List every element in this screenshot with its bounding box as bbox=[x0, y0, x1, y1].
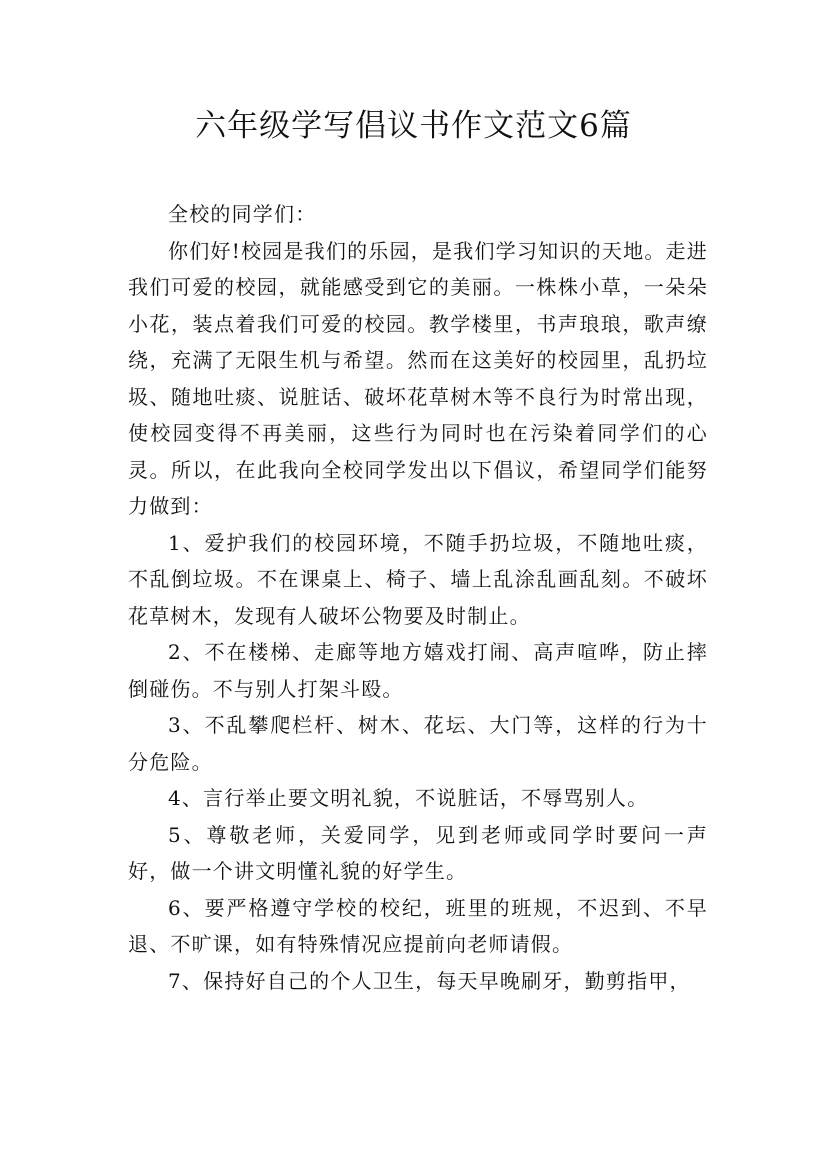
paragraph-item-4: 4、言行举止要文明礼貌，不说脏话，不辱骂别人。 bbox=[168, 786, 649, 810]
paragraph-item-5: 5、尊敬老师，关爱同学，见到老师或同学时要问一声好，做一个讲文明懂礼貌的好学生。 bbox=[128, 822, 708, 883]
document-body bbox=[128, 196, 708, 999]
paragraph-item-7: 7、保持好自己的个人卫生，每天早晚刷牙，勤剪指甲， bbox=[168, 968, 691, 993]
paragraph-intro: 你们好!校园是我们的乐园，是我们学习知识的天地。走进我们可爱的校园，就能感受到它的美丽。一株株小草，一朵朵小花，装点着我们可爱的校园。教学楼里，书声琅琅，歌声缭绕，充满了无限生机与希望。然而在这美好的校园里，乱扔垃圾、随地吐痰、说脏话、破坏花草树木等不良行为时常出现，使校园变得不再美丽，这些行为同时也在污染着同学们的心灵。所以，在此我向全校同学发出以下倡议，希望同学们能努力做到： bbox=[128, 238, 708, 518]
document-title: 六年级学写倡议书作文范文6篇 bbox=[195, 108, 632, 144]
paragraph-item-2: 2、不在楼梯、走廊等地方嬉戏打闹、高声喧哗，防止摔倒碰伤。不与别人打架斗殴。 bbox=[128, 640, 708, 701]
paragraph-item-6: 6、要严格遵守学校的校纪，班里的班规，不迟到、不早退、不旷课，如有特殊情况应提前向老师请假。 bbox=[128, 895, 708, 956]
paragraph-item-3: 3、不乱攀爬栏杆、树木、花坛、大门等，这样的行为十分危险。 bbox=[128, 713, 708, 774]
paragraph-item-1: 1、爱护我们的校园环境，不随手扔垃圾，不随地吐痰，不乱倒垃圾。不在课桌上、椅子、墙上乱涂乱画乱刻。不破坏花草树木，发现有人破坏公物要及时制止。 bbox=[128, 530, 708, 628]
salutation: 全校的同学们： bbox=[168, 202, 317, 226]
